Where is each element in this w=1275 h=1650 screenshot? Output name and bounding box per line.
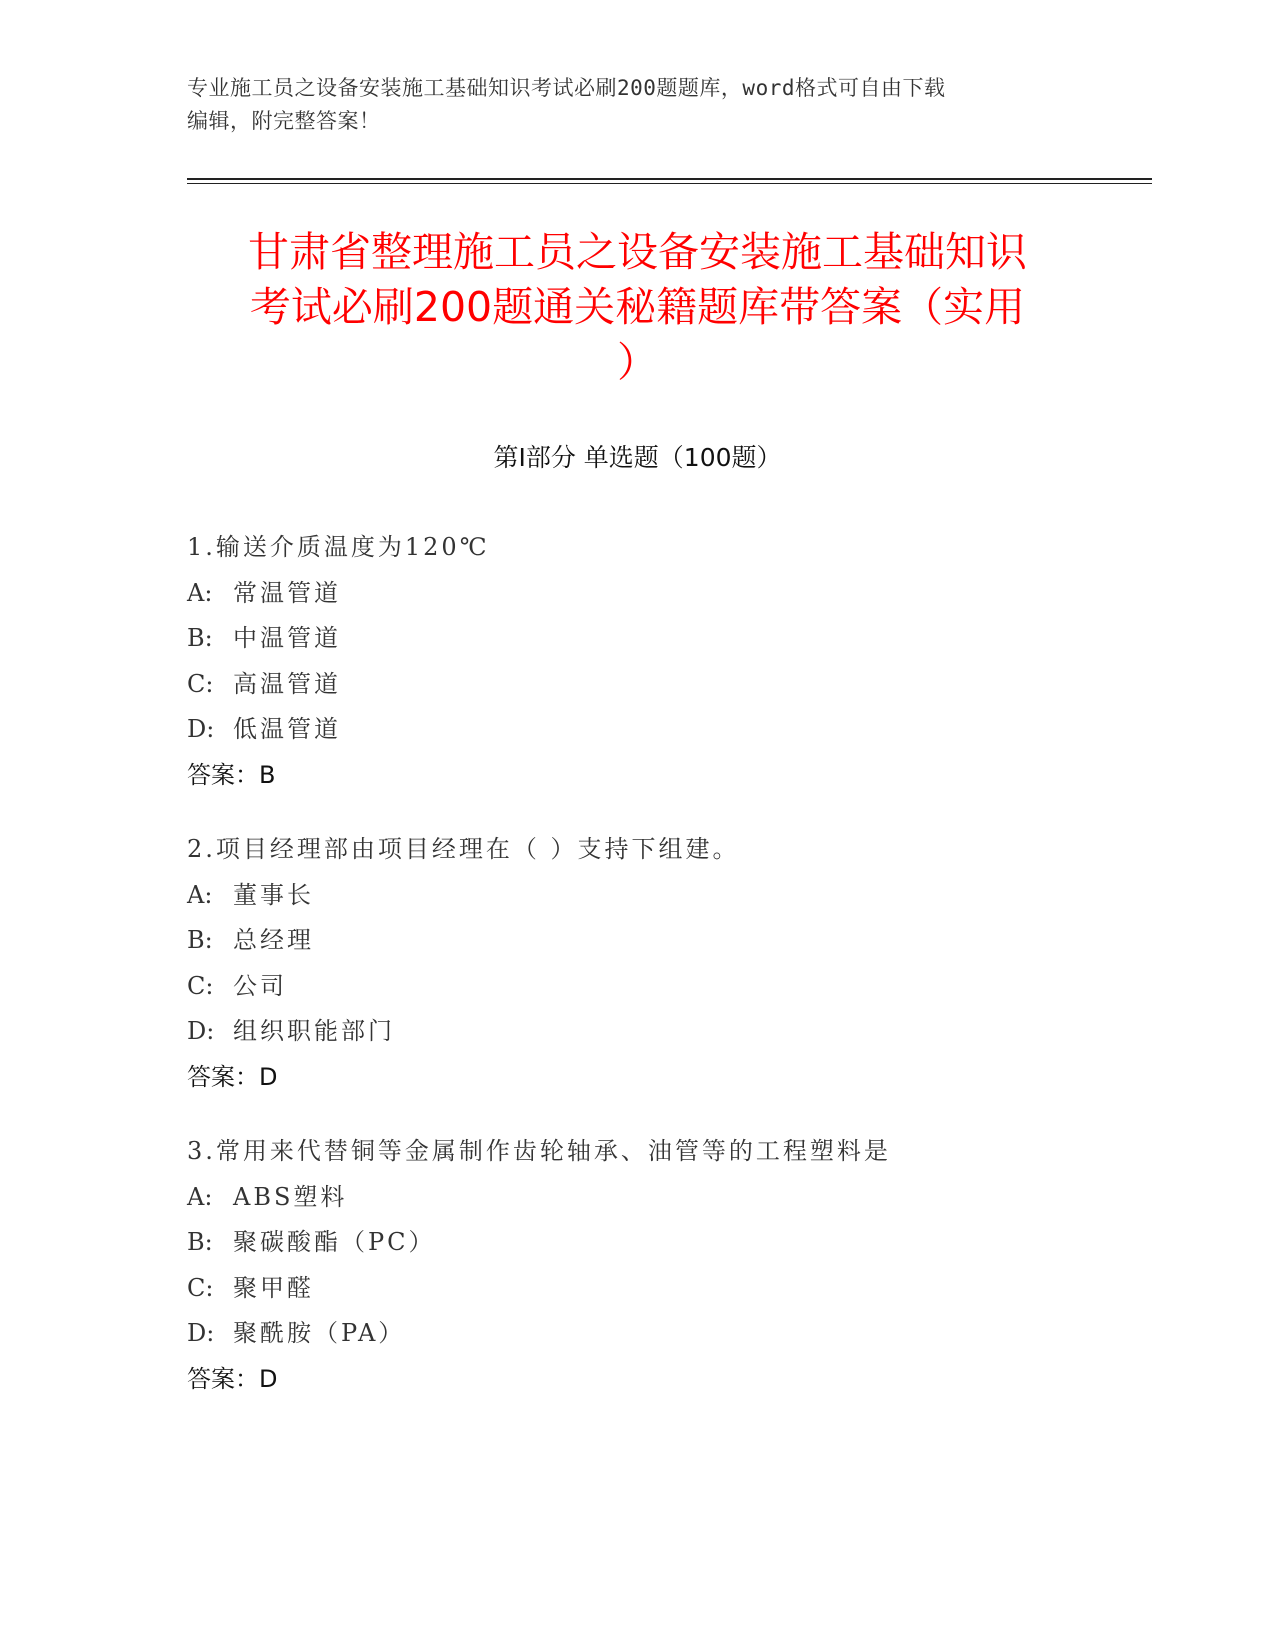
option-text: 公司	[233, 971, 287, 1000]
document-title-line-3: ）	[617, 338, 658, 386]
option-key: C:	[187, 971, 214, 1000]
option-text: 董事长	[233, 880, 314, 909]
option-b	[187, 1220, 1147, 1266]
option-key: B:	[187, 1228, 213, 1256]
option-text: 聚酰胺（PA）	[233, 1319, 406, 1347]
option-key: B:	[187, 926, 213, 954]
option-key: A:	[187, 1182, 213, 1211]
option-text: 中温管道	[233, 624, 341, 652]
question-stem: 2.项目经理部由项目经理在（ ）支持下组建。	[187, 835, 740, 863]
option-text: ABS塑料	[233, 1182, 348, 1211]
header-note	[187, 72, 1087, 138]
header-note-line-2: 编辑，附完整答案！	[187, 109, 381, 133]
option-b	[187, 616, 1147, 662]
option-key: B:	[187, 624, 213, 652]
option-text: 组织职能部门	[233, 1017, 395, 1045]
question-stem: 1.输送介质温度为120℃	[187, 533, 490, 561]
answer-line: 答案：D	[187, 1364, 278, 1393]
option-d	[187, 1311, 1147, 1357]
option-c	[187, 964, 1147, 1010]
question-stem: 3.常用来代替铜等金属制作齿轮轴承、油管等的工程塑料是	[187, 1137, 891, 1165]
option-key: C:	[187, 669, 214, 698]
option-key: A:	[187, 880, 213, 909]
question-list	[187, 525, 1147, 1431]
option-key: D:	[187, 1319, 215, 1347]
option-text: 聚碳酸酯（PC）	[233, 1228, 436, 1256]
option-c	[187, 662, 1147, 708]
option-text: 总经理	[233, 926, 314, 954]
question-item	[187, 827, 1147, 1100]
document-title	[190, 225, 1085, 390]
option-text: 聚甲醛	[233, 1273, 314, 1302]
option-key: D:	[187, 715, 215, 743]
option-key: D:	[187, 1017, 215, 1045]
option-d	[187, 1009, 1147, 1055]
option-text: 低温管道	[233, 715, 341, 743]
section-title: 第Ⅰ部分 单选题（100题）	[493, 443, 782, 472]
answer-line: 答案：B	[187, 760, 276, 789]
question-item	[187, 525, 1147, 798]
header-divider-thin	[187, 183, 1152, 184]
answer-line: 答案：D	[187, 1062, 278, 1091]
document-title-line-1: 甘肃省整理施工员之设备安装施工基础知识	[248, 228, 1027, 276]
question-item	[187, 1129, 1147, 1402]
option-a	[187, 571, 1147, 617]
option-text: 常温管道	[233, 578, 341, 607]
option-key: C:	[187, 1273, 214, 1302]
option-b	[187, 918, 1147, 964]
option-d	[187, 707, 1147, 753]
option-c	[187, 1266, 1147, 1312]
option-a	[187, 1175, 1147, 1221]
document-title-line-2: 考试必刷200题通关秘籍题库带答案（实用	[249, 283, 1026, 331]
header-note-line-1: 专业施工员之设备安装施工基础知识考试必刷200题题库，word格式可自由下载	[187, 76, 946, 100]
header-divider-thick	[187, 178, 1152, 180]
option-text: 高温管道	[233, 669, 341, 698]
option-key: A:	[187, 578, 213, 607]
option-a	[187, 873, 1147, 919]
